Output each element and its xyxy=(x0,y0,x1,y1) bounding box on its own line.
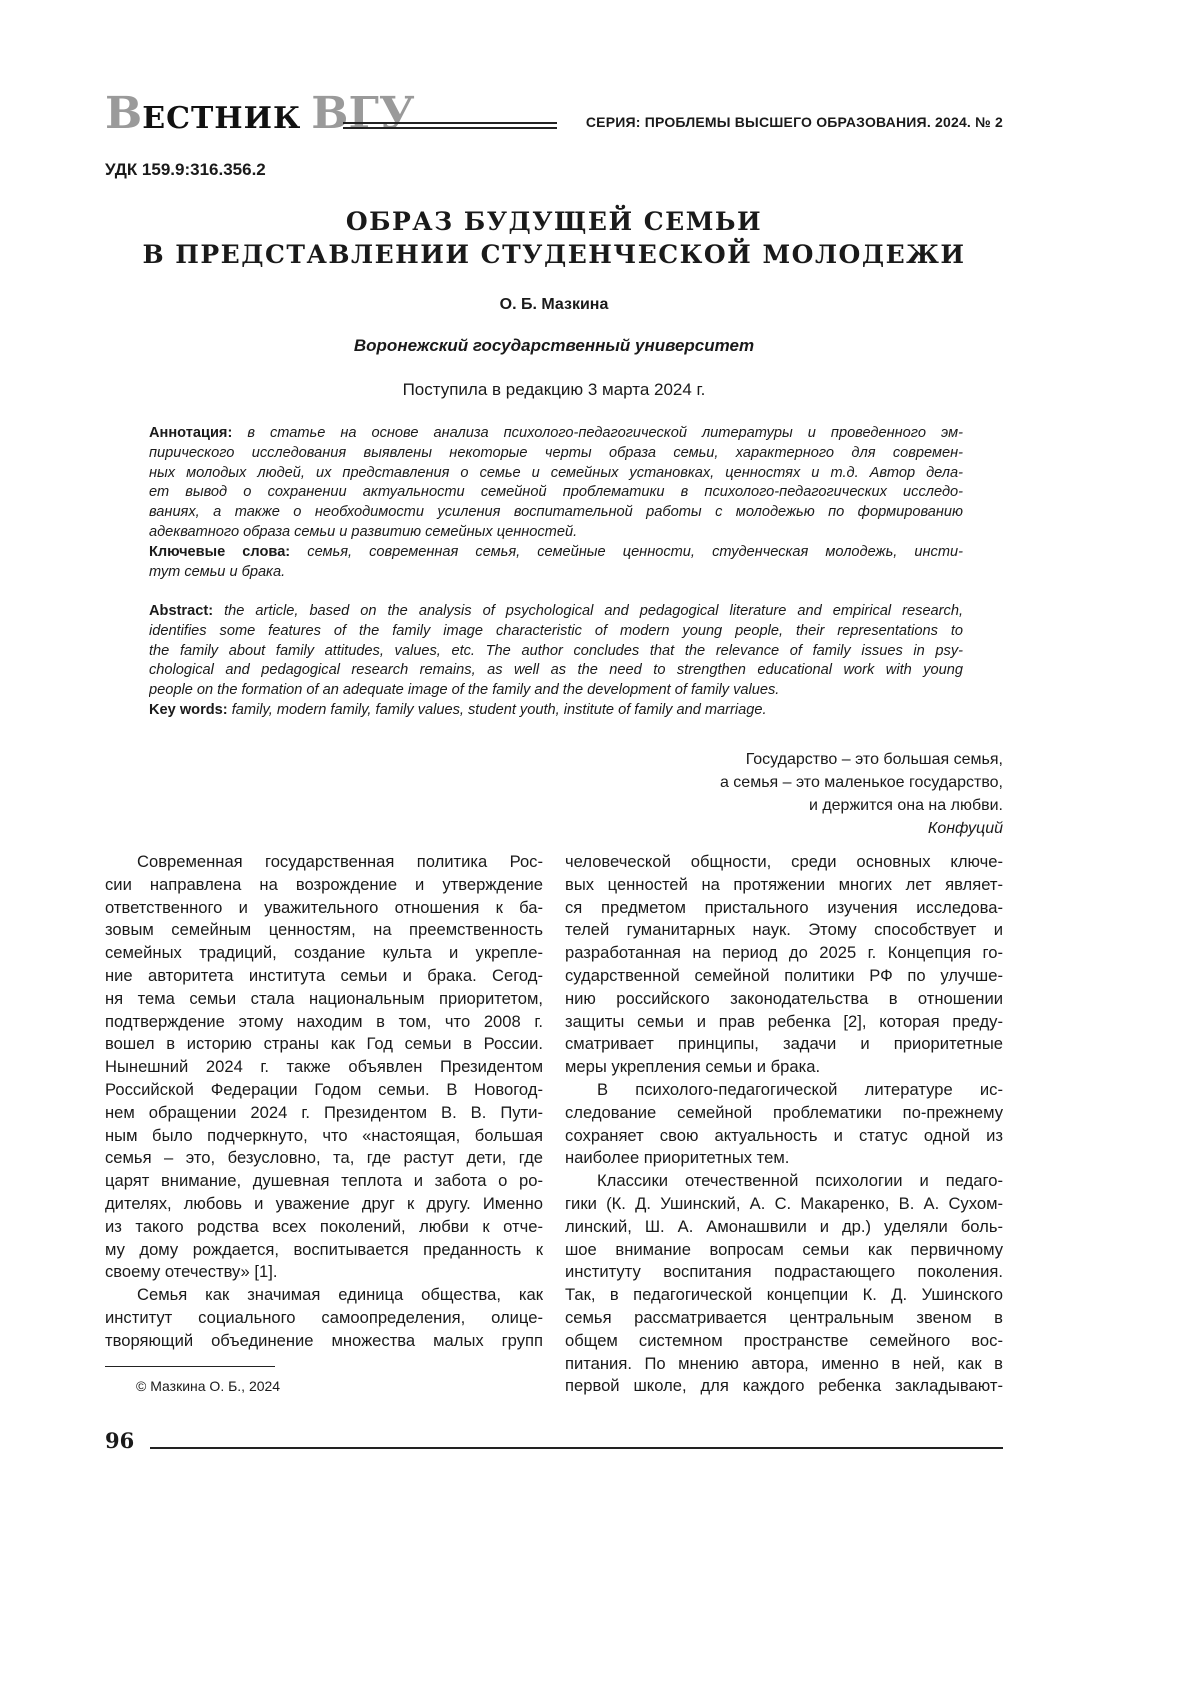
section-text: семья, современная семья, семейные ценности, студенческая молодежь, инсти- xyxy=(307,544,963,560)
epigraph-line: а семья – это маленькое государство, xyxy=(720,771,1003,794)
body-text-line: ся предметом пристального изучения исследова- xyxy=(565,897,1003,920)
section-text: тут семьи и брака. xyxy=(149,564,285,580)
body-text-line: Классики отечественной психологии и педаго- xyxy=(565,1170,1003,1193)
body-column-right xyxy=(565,851,1003,1398)
text-line xyxy=(149,503,963,523)
keywords-en xyxy=(149,701,963,721)
section-text: identifies some features of the family image characteristic of modern young people, their representations to xyxy=(149,623,963,639)
body-text-line: сии направлена на возрождение и утверждение xyxy=(105,874,543,897)
body-text-line: Современная государственная политика Рос- xyxy=(105,851,543,874)
section-label: Key words: xyxy=(149,702,228,718)
text-line xyxy=(149,523,963,543)
series-label: СЕРИЯ: ПРОБЛЕМЫ ВЫСШЕГО ОБРАЗОВАНИЯ. 2024. № 2 xyxy=(586,114,1003,130)
section-text: пирического исследования выявлены некоторые черты образа семьи, характерного для современ- xyxy=(149,445,963,461)
body-text-line: из такого родства всех поколений, любви к отче- xyxy=(105,1216,543,1239)
body-text-line: зовым семейным ценностям, на преемственность xyxy=(105,919,543,942)
body-text-line: ным было подчеркнуто, что «настоящая, большая xyxy=(105,1125,543,1148)
text-line xyxy=(149,424,963,444)
text-line xyxy=(149,701,963,721)
body-text-line: подтверждение этому находим в том, что 2008 г. xyxy=(105,1011,543,1034)
body-text-line: человеческой общности, среди основных ключе- xyxy=(565,851,1003,874)
text-line xyxy=(149,642,963,662)
body-text-line: разработанная на период до 2025 г. Концепция го- xyxy=(565,942,1003,965)
body-text-line: му дому рождается, воспитывается преданность к xyxy=(105,1239,543,1262)
header-rule xyxy=(343,122,557,129)
section-text: адекватного образа семьи и развитию семейных ценностей. xyxy=(149,524,577,540)
text-line xyxy=(149,563,963,583)
body-text-line: общем системном пространстве семейного вос- xyxy=(565,1330,1003,1353)
section-text: the family about family attitudes, values, etc. The author concludes that the relevance of family issues in psy- xyxy=(149,643,963,659)
section-text: family, modern family, family values, student youth, institute of family and marriage. xyxy=(232,702,767,718)
body-text-line: сматривает принципы, задачи и приоритетные xyxy=(565,1033,1003,1056)
section-label: Ключевые слова: xyxy=(149,544,290,560)
body-text-line: Нынешний 2024 г. также объявлен Президентом xyxy=(105,1056,543,1079)
body-text-line: семья рассматривается центральным звеном в xyxy=(565,1307,1003,1330)
journal-logo xyxy=(105,92,415,136)
copyright-footnote: © Мазкина О. Б., 2024 xyxy=(136,1378,280,1394)
section-text: the article, based on the analysis of psychological and pedagogical literature and empirical research, xyxy=(224,603,963,619)
body-text-line: Российской Федерации Годом семьи. В Новогод- xyxy=(105,1079,543,1102)
body-text-line: наиболее приоритетных тем. xyxy=(565,1147,1003,1170)
body-text-line: ня тема семьи стала национальным приоритетом, xyxy=(105,988,543,1011)
body-text-line: нем обращении 2024 г. Президентом В. В. Пути- xyxy=(105,1102,543,1125)
body-text-line: ответственного и уважительного отношения к ба- xyxy=(105,897,543,920)
body-text-line: питания. По мнению автора, именно в ней, как в xyxy=(565,1353,1003,1376)
logo-word: ЕСТНИК xyxy=(142,101,301,136)
body-text-line: царят внимание, душевная теплота и забота о ро- xyxy=(105,1170,543,1193)
section-label: Abstract: xyxy=(149,603,213,619)
body-text-line: семья – это, безусловно, та, где растут дети, где xyxy=(105,1147,543,1170)
udk-code: УДК 159.9:316.356.2 xyxy=(105,160,266,180)
body-text-line: телей гуманитарных наук. Этому способствует и xyxy=(565,919,1003,942)
text-line xyxy=(149,543,963,563)
body-column-left xyxy=(105,851,543,1353)
author: О. Б. Мазкина xyxy=(0,296,1108,314)
body-text-line: меры укрепления семьи и брака. xyxy=(565,1056,1003,1079)
text-line xyxy=(149,483,963,503)
body-text-line: защиты семьи и прав ребенка [2], которая преду- xyxy=(565,1011,1003,1034)
body-text-line: своему отечеству» [1]. xyxy=(105,1261,543,1284)
body-text-line: нию российского законодательства в отношении xyxy=(565,988,1003,1011)
text-line xyxy=(149,444,963,464)
epigraph xyxy=(720,748,1003,840)
body-text-line: сохраняет свою актуальность и статус одной из xyxy=(565,1125,1003,1148)
body-text-line: В психолого-педагогической литературе ис- xyxy=(565,1079,1003,1102)
section-text: ваниях, а также о необходимости усиления воспитательной работы с молодежью по формированию xyxy=(149,504,963,520)
body-text-line: следование семейной проблематики по-прежнему xyxy=(565,1102,1003,1125)
text-line xyxy=(149,602,963,622)
section-label: Аннотация: xyxy=(149,425,232,441)
body-text-line: сударственной семейной политики РФ по улучше- xyxy=(565,965,1003,988)
body-text-line: линский, Ш. А. Амонашвили и др.) уделяли боль- xyxy=(565,1216,1003,1239)
body-text-line: Семья как значимая единица общества, как xyxy=(105,1284,543,1307)
affiliation: Воронежский государственный университет xyxy=(0,336,1108,356)
text-line xyxy=(149,464,963,484)
epigraph-source: Конфуций xyxy=(720,817,1003,840)
body-text-line: дителях, любовь и уважение друг к другу. Именно xyxy=(105,1193,543,1216)
article-title xyxy=(0,205,1108,271)
body-text-line: первой школе, для каждого ребенка закладывают- xyxy=(565,1375,1003,1398)
text-line xyxy=(149,622,963,642)
page-number: 96 xyxy=(105,1428,134,1453)
epigraph-line: и держится она на любви. xyxy=(720,794,1003,817)
keywords-ru xyxy=(149,543,963,583)
section-text: ет вывод о сохранении актуальности семейной проблематики в психолого-педагогических исследо- xyxy=(149,484,963,500)
footer-rule xyxy=(150,1447,1003,1449)
abstract-en xyxy=(149,602,963,701)
logo-initial: В xyxy=(105,88,142,139)
logo-vgu: ВГУ xyxy=(311,88,414,139)
epigraph-line: Государство – это большая семья, xyxy=(720,748,1003,771)
body-text-line: вых ценностей на протяжении многих лет являет- xyxy=(565,874,1003,897)
body-text-line: ние авторитета института семьи и брака. Сегод- xyxy=(105,965,543,988)
body-text-line: институт социального самоопределения, олице- xyxy=(105,1307,543,1330)
text-line xyxy=(149,661,963,681)
section-text: ных молодых людей, их представления о семье и семейных установках, ценностях и т.д. Автор дела- xyxy=(149,465,963,481)
body-text-line: творяющий объединение множества малых групп xyxy=(105,1330,543,1353)
text-line xyxy=(149,681,963,701)
body-text-line: гики (К. Д. Ушинский, А. С. Макаренко, В. А. Сухом- xyxy=(565,1193,1003,1216)
footnote-rule xyxy=(105,1366,275,1367)
received-date: Поступила в редакцию 3 марта 2024 г. xyxy=(0,380,1108,400)
annotation-ru xyxy=(149,424,963,543)
title-line: В ПРЕДСТАВЛЕНИИ СТУДЕНЧЕСКОЙ МОЛОДЕЖИ xyxy=(0,238,1108,271)
body-text-line: Так, в педагогической концепции К. Д. Ушинского xyxy=(565,1284,1003,1307)
title-line: ОБРАЗ БУДУЩЕЙ СЕМЬИ xyxy=(0,205,1108,238)
body-text-line: семейных традиций, создание культа и укрепле- xyxy=(105,942,543,965)
section-text: people on the formation of an adequate image of the family and the development of family values. xyxy=(149,682,779,698)
body-text-line: шое внимание вопросам семьи как первичному xyxy=(565,1239,1003,1262)
body-text-line: институту воспитания подрастающего поколения. xyxy=(565,1261,1003,1284)
section-text: chological and pedagogical research remains, as well as the need to strengthen educational work with young xyxy=(149,662,963,678)
body-text-line: вошел в историю страны как Год семьи в России. xyxy=(105,1033,543,1056)
section-text: в статье на основе анализа психолого-педагогической литературы и проведенного эм- xyxy=(247,425,963,441)
